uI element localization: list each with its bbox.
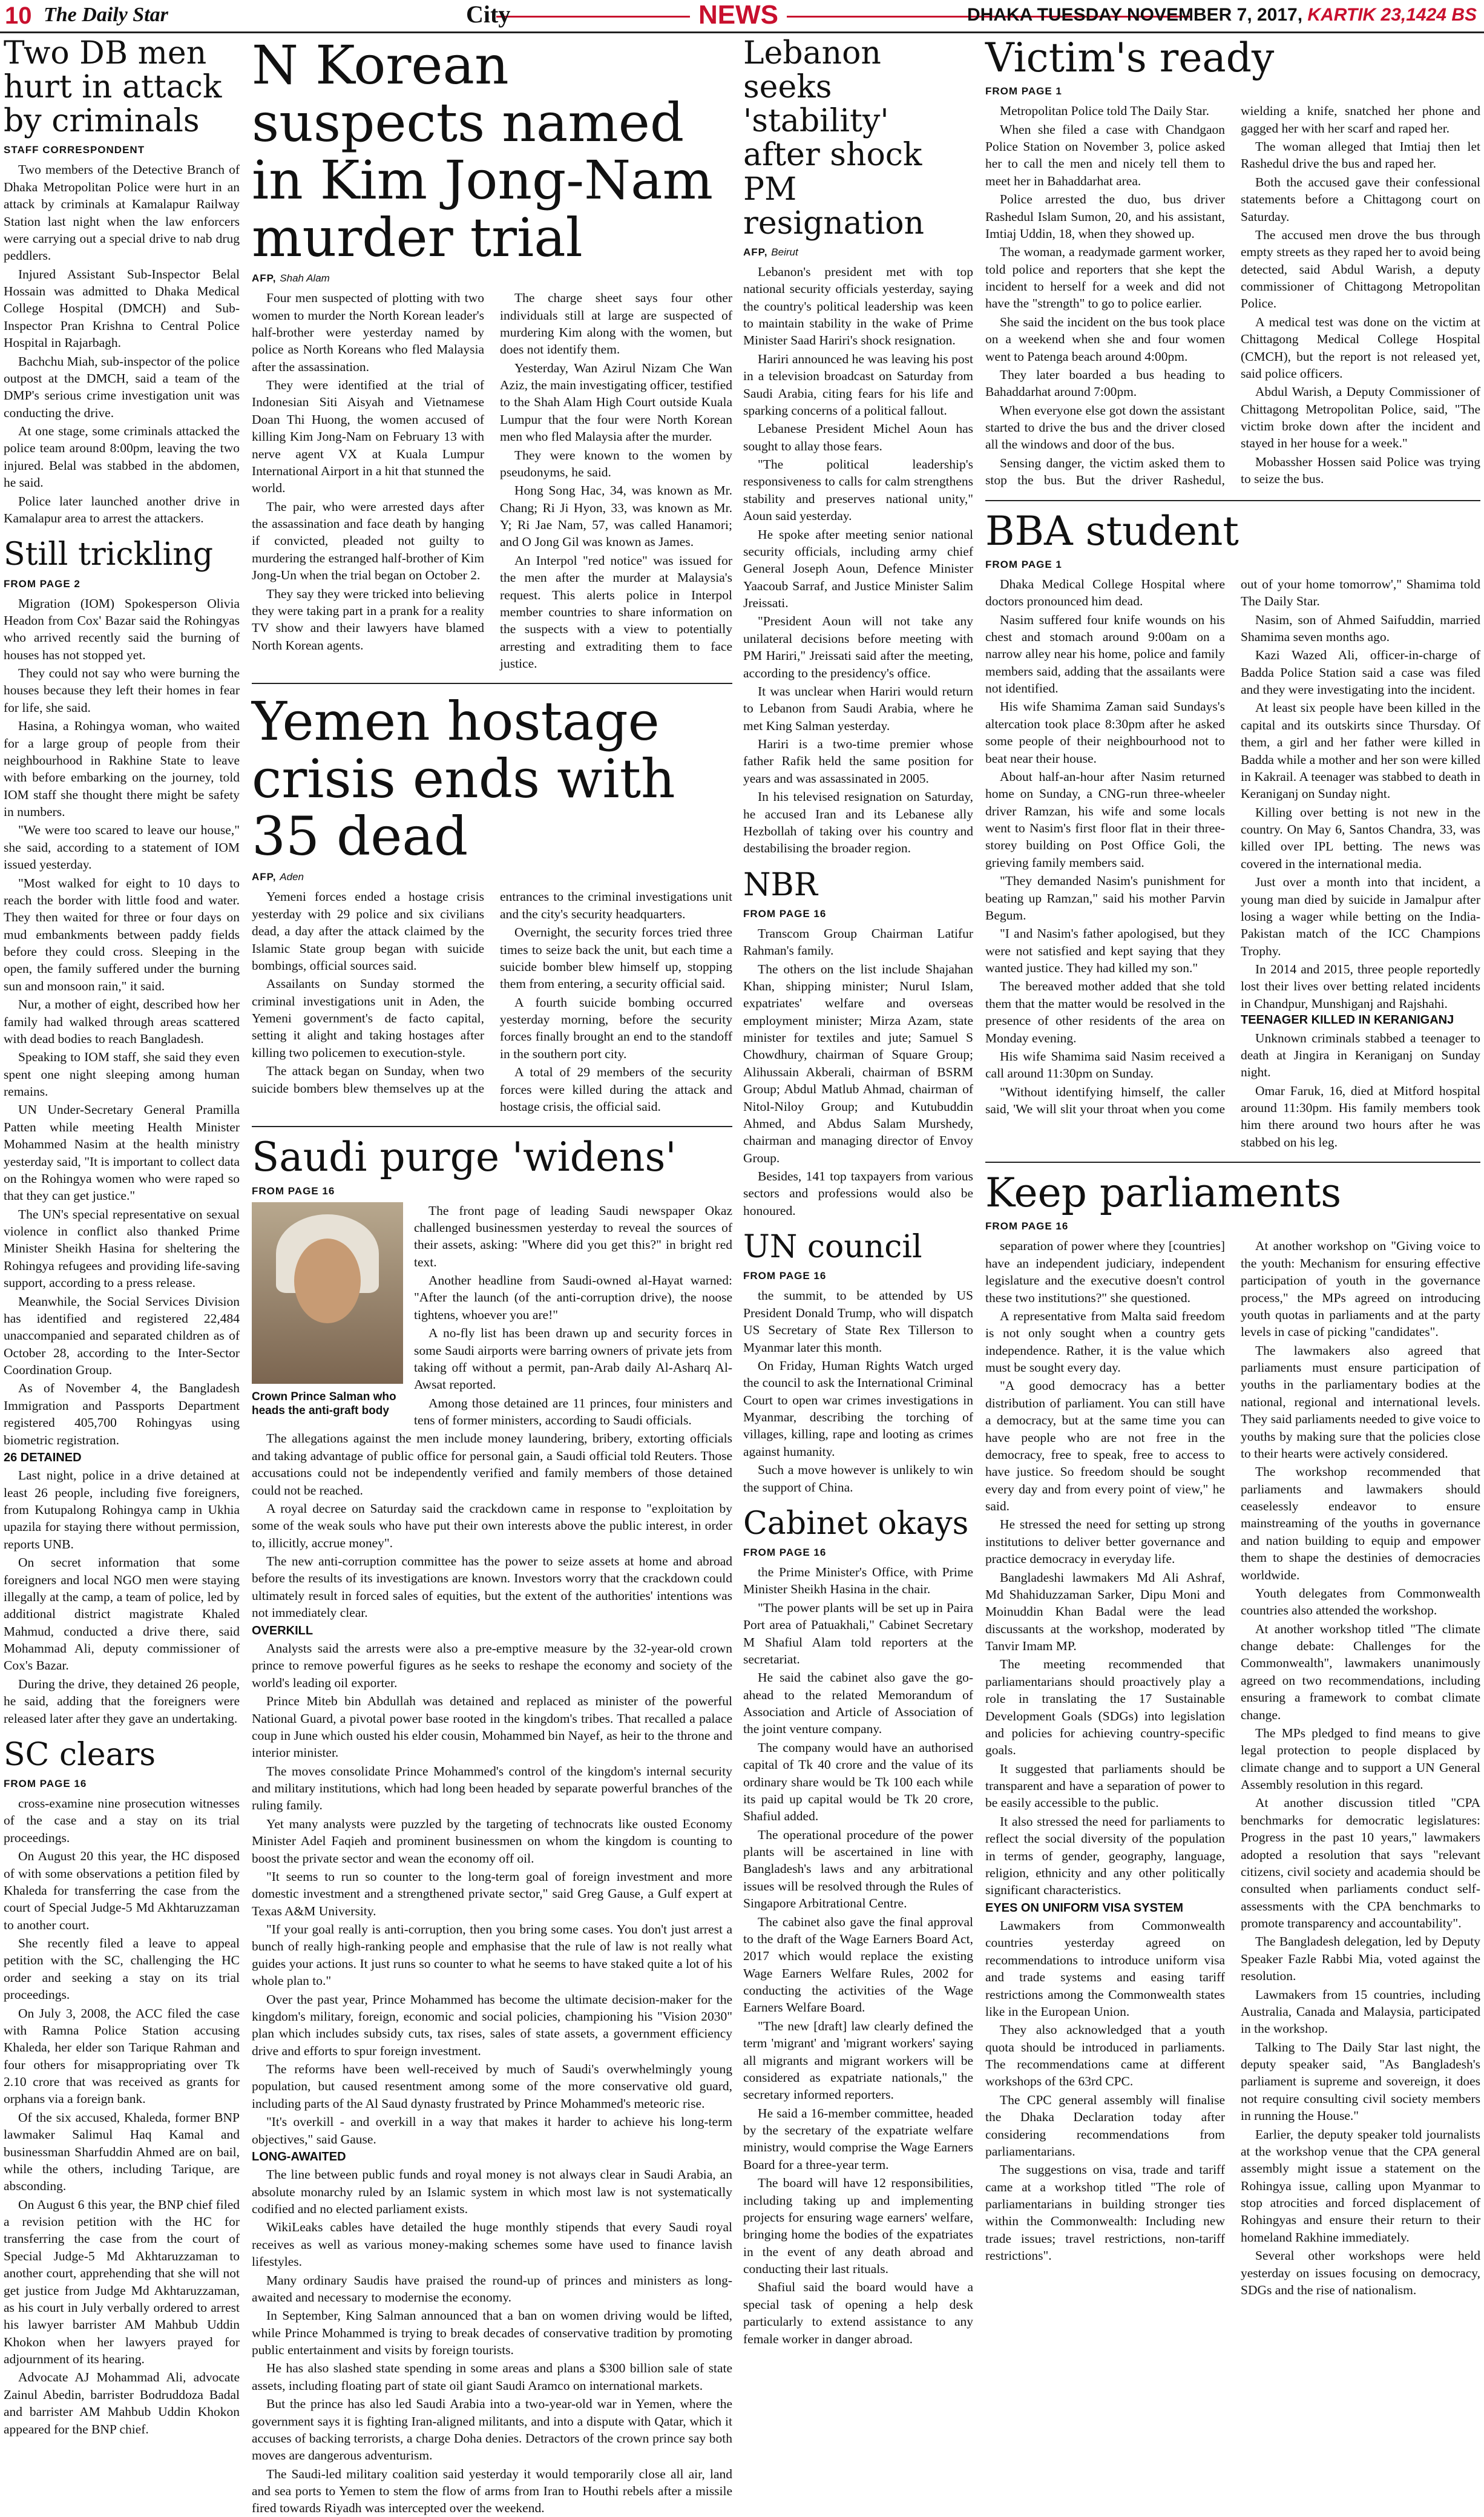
headline: Saudi purge 'widens' bbox=[252, 1134, 677, 1181]
paragraph: It suggested that parliaments should be transparent and have a separation of power to be easily accessible to the public. bbox=[985, 1761, 1225, 1811]
story-body-2 bbox=[4, 1467, 240, 1727]
paragraph: They also acknowledged that a youth quota should be introduced in parliaments. The recommendations came at different workshops of the 63rd CPC. bbox=[985, 2022, 1225, 2089]
byline: STAFF CORRESPONDENT bbox=[4, 144, 145, 156]
paragraph: Such a move however is unlikely to win the support of China. bbox=[743, 1462, 973, 1495]
headline: Lebanon seeks 'stability' after shock PM resignation bbox=[743, 35, 925, 242]
masthead bbox=[0, 0, 1484, 33]
paragraph: Yet many analysts were puzzled by the targeting of technocrats like ousted Economy Minister Adel Faqieh and prominent businessmen on whom the kingdom is counting to boost the private sector and wean the economy off oil. bbox=[252, 1816, 732, 1866]
column-2-3 bbox=[252, 34, 732, 2516]
paragraph: In his televised resignation on Saturday, he accused Iran and its Lebanese ally Hezbollah of taking over his country and destabilising the broader region. bbox=[743, 789, 973, 856]
paragraph: The board will have 12 responsibilities, including taking up and implementing projects for ensuring wage earners' welfare, bringing home the bodies of the expatriates in the event of any death abroad and conducting their last rituals. bbox=[743, 2176, 973, 2277]
paragraph: On August 6 this year, the BNP chief filed a revision petition with the HC for transferring the case from the court of Special Judge-5 Md Akhtaruzzaman to another court, apprehending that she will not get justice from Judge Md Akhtaruzzaman, as his court in July verbally ordered to arrest his lawyer barrister AM Mahbub Uddin Khokon when her lawyers prayed for adjournment of its hearing. bbox=[4, 2197, 240, 2367]
paragraph: Another headline from Saudi-owned al-Hayat warned: "After the launch (of the anti-corruption drive), the noose tightens, whoever you are!" bbox=[414, 1273, 732, 1322]
paragraph: Four men suspected of plotting with two women to murder the North Korean leader's half-brother were yesterday named by police as North Koreans who fled Malaysia after the assassination. bbox=[252, 291, 484, 374]
paragraph: On secret information that some foreigners and local NGO men were staying illegally at the camp, a team of police, led by additional district magistrate Khaled Mahmud, conducted a drive there, said Mohammad Ali, deputy commissioner of Cox's Bazar. bbox=[4, 1555, 240, 1673]
paragraph: "President Aoun will not take any unilateral decisions before meeting with PM Hariri," Jreissati said after the meeting, according to the presidency's office. bbox=[743, 614, 973, 680]
story-still-trickling bbox=[4, 538, 240, 1727]
divider bbox=[985, 500, 1480, 501]
paragraph: During the drive, they detained 26 people, he said, adding that the foreigners were released later after they gave an undertaking. bbox=[4, 1676, 240, 1726]
story-body bbox=[743, 925, 973, 1219]
headline: SC clears bbox=[4, 1736, 156, 1773]
paragraph: At another discussion titled "CPA benchmarks for democratic legislatures: Progress in the past 10 years," lawmakers adopted a resolution that says "relevant citizens, civil society and academia should be consulted when parliaments conduct self-assessments with the CPA benchmarks to promote transparency and accountability". bbox=[1241, 1795, 1480, 1931]
story-body-2 bbox=[252, 1640, 732, 2148]
paragraph: Mobassher Hossen said Police was trying to seize the bus. bbox=[1241, 454, 1480, 487]
paragraph: the summit, to be attended by US President Donald Trump, who will dispatch US Secretary of State Rex Tillerson to Myanmar later this month. bbox=[743, 1288, 973, 1355]
paragraph: The bereaved mother added that she told them that the matter would be resolved in the presence of other residents of the area on Monday evening. bbox=[985, 979, 1225, 1045]
story-body bbox=[743, 1564, 973, 2348]
paragraph: The front page of leading Saudi newspaper Okaz challenged businessmen yesterday to reveal the sources of their assets, asking: "Where did you get this?" in bright red text. bbox=[414, 1203, 732, 1269]
category-label: NEWS bbox=[690, 0, 787, 30]
headline: Still trickling bbox=[4, 536, 213, 573]
story-body bbox=[985, 1237, 1480, 2298]
paragraph: Over the past year, Prince Mohammed has become the ultimate decision-maker for the kingdom's military, foreign, economic and social policies, championing his "Vision 2030" plan which includes subsidy cuts, tax rises, sales of state assets, a government efficiency drive and efforts to spur foreign investment. bbox=[252, 1992, 732, 2058]
byline: AFP, Beirut bbox=[743, 246, 798, 258]
subhead: TEENAGER KILLED IN KERANIGANJ bbox=[1241, 1013, 1454, 1027]
paragraph: They were identified at the trial of Indonesian Siti Aisyah and Vietnamese Doan Thi Huong, the women accused of killing Kim Jong-Nam on February 13 with nerve agent VX at Kuala Lumpur International Airport in a hit that stunned the world. bbox=[252, 378, 484, 496]
paragraph: In September, King Salman announced that a ban on women driving would be lifted, while Prince Mohammed is trying to break decades of conservative tradition by promoting public entertainment and visits by foreign tourists. bbox=[252, 2308, 732, 2358]
paragraph: The UN's special representative on sexual violence in conflict also thanked Prime Minister Sheikh Hasina for sheltering the Rohingya refugees and providing life-saving support, according to a press release. bbox=[4, 1206, 240, 1291]
paragraph: "The new [draft] law clearly defined the term 'migrant' and 'migrant workers' saying all migrants and migrant workers will be considered as expatriate nationals," the secretary informed reporters. bbox=[743, 2018, 973, 2102]
paragraph: The meeting recommended that parliamentarians should proactively play a role in translating the 17 Sustainable Development Goals (SDGs) into legislation and policies for achieving country-specific goals. bbox=[985, 1657, 1225, 1758]
headline: Two DB men hurt in attack by criminals bbox=[4, 35, 222, 140]
paragraph: The allegations against the men include money laundering, bribery, extorting officials and taking advantage of public office for personal gain, a Saudi official told Reuters. Those accusations could not be independently verified and family members of those detained could not be reached. bbox=[252, 1431, 732, 1498]
paragraph: Shafiul said the board would have a special task of opening a help desk particularly to extend assistance to any female worker in danger abroad. bbox=[743, 2280, 973, 2346]
column-1 bbox=[4, 35, 240, 2436]
paragraph: Hong Song Hac, 34, was known as Mr. Chang; Ri Ji Hyon, 33, was known as Mr. Y; Ri Jae Nam, 57, was called Hanamori; and O Jong Gil was known as James. bbox=[500, 483, 732, 550]
byline: AFP, Aden bbox=[252, 871, 304, 883]
story-nbr bbox=[743, 868, 973, 1220]
paragraph: Lebanese President Michel Aoun has sought to allay those fears. bbox=[743, 421, 973, 453]
paragraph: Police later launched another drive in Kamalapur area to arrest the attackers. bbox=[4, 493, 240, 525]
paragraph: A fourth suicide bombing occurred yesterday morning, before the security forces finally brought an end to the standoff in the southern port city. bbox=[500, 995, 732, 1061]
paragraph: Injured Assistant Sub-Inspector Belal Hossain was admitted to Dhaka Medical College Hospital (DMCH) and Sub-Inspector Pran Krishna to Central Police Hospital in Rajarbagh. bbox=[4, 266, 240, 350]
paragraph: They could not say who were burning the houses because they left their homes in fear for life, she said. bbox=[4, 666, 240, 715]
subhead: EYES ON UNIFORM VISA SYSTEM bbox=[985, 1901, 1184, 1915]
paragraph: Among those detained are 11 princes, four ministers and tens of former ministers, according to Saudi officials. bbox=[414, 1395, 732, 1428]
paragraph: the Prime Minister's Office, with Prime Minister Sheikh Hasina in the chair. bbox=[743, 1565, 973, 1597]
paragraph: The cabinet also gave the final approval to the draft of the Wage Earners Board Act, 2017 which would replace the existing Wage Earners Welfare Rules, 2002 for conducting the activities of the Wage Earners Welfare Board. bbox=[743, 1914, 973, 2015]
subhead: OVERKILL bbox=[252, 1624, 314, 1637]
paragraph: She recently filed a leave to appeal petition with the SC, challenging the HC order and seeking a stay on its trial proceedings. bbox=[4, 1936, 240, 2002]
story-body bbox=[985, 102, 1480, 489]
paragraph: Police arrested the duo, bus driver Rashedul Islam Sumon, 20, and his assistant, Imtiaj Uddin, 18, when they showed up. bbox=[985, 192, 1225, 241]
paragraph: "The political leadership's responsiveness to calls for calm strengthens stability and preserves national unity," Aoun said yesterday. bbox=[743, 457, 973, 524]
paragraph: He said the cabinet also gave the go-ahead to the related Memorandum of Association and Article of Association of the joint venture company. bbox=[743, 1670, 973, 1737]
paragraph: Meanwhile, the Social Services Division has identified and registered 22,484 unaccompanied and separated children as of October 28, according to the Inter-Sector Coordination Group. bbox=[4, 1294, 240, 1377]
jump-line: FROM PAGE 16 bbox=[743, 907, 827, 920]
paragraph: Bangladeshi lawmakers Md Ali Ashraf, Md Shahiduzzaman Sarker, Dipu Moni and Moinuddin Khan Badal were the lead discussants at the workshop, moderated by Tanvir Imam MP. bbox=[985, 1570, 1225, 1654]
paragraph: But the prince has also led Saudi Arabia into a two-year-old war in Yemen, where the government says it is fighting Iran-aligned militants, and into a dispute with Qatar, which it accuses of backing terrorists, a charge Doha denies. Detractors of the crown prince say both moves are dangerous adventurism. bbox=[252, 2397, 732, 2463]
paragraph: The woman alleged that Imtiaj then let Rashedul drive the bus and raped her. bbox=[1241, 139, 1480, 171]
paragraph: UN Under-Secretary General Pramilla Patten while meeting Health Minister Mohammed Nasim at the health ministry yesterday said, "It is important to collect data on the Rohingya women who were raped so that they can get justice." bbox=[4, 1102, 240, 1203]
paragraph: On July 3, 2008, the ACC filed the case with Ramna Police Station accusing Khaleda, her elder son Tarique Rahman and four others for misappropriating over Tk 2.10 crore that was received as grants for orphans via a foreign bank. bbox=[4, 2005, 240, 2107]
paragraph: Metropolitan Police told The Daily Star. bbox=[1000, 104, 1209, 119]
paragraph: Speaking to IOM staff, she said they even spent one night sleeping among human remains. bbox=[4, 1050, 240, 1099]
paragraph: At one stage, some criminals attacked the police team around 8:00pm, leaving the two injured. Belal was stabbed in the abdomen, he said. bbox=[4, 424, 240, 490]
paragraph: Assailants on Sunday stormed the criminal investigations unit in Aden, the Yemeni government's de facto capital, setting it alight and taking hostages after killing two policemen to execution-style. bbox=[252, 976, 484, 1060]
paragraph: Yesterday, Wan Azirul Nizam Che Wan Aziz, the main investigating officer, testified to the Shah Alam High Court outside Kuala Lumpur that the four were North Korean men who fled Malaysia after the murder. bbox=[500, 360, 732, 444]
column-4 bbox=[743, 36, 973, 2361]
story-yemen bbox=[252, 690, 732, 1115]
paragraph: At another workshop on "Giving voice to the youth: Mechanism for ensuring effective participation of youth in the governance process," the MPs agreed on introducing youth quotas in parliaments and at the party levels in case of picking "candidates". bbox=[1241, 1239, 1480, 1340]
story-saudi bbox=[252, 1136, 732, 2516]
jump-line: FROM PAGE 16 bbox=[252, 1185, 335, 1197]
paragraph: They say they were tricked into believing they were taking part in a prank for a reality TV show and their lawyers have blamed North Korean agents. bbox=[252, 586, 484, 653]
paragraph: A no-fly list has been drawn up and security forces in some Saudi airports were barring owners of private jets from taking off without a permit, pan-Arab daily Al-Asharq Al-Awsat reported. bbox=[414, 1326, 732, 1392]
paragraph: When everyone else got down the assistant started to drive the bus and the driver closed all the windows and door of the bus. bbox=[985, 403, 1225, 452]
paragraph: Migration (IOM) Spokesperson Olivia Headon from Cox' Bazar said the Rohingyas who arrived recently said the burning of houses has not stopped yet. bbox=[4, 596, 240, 662]
paragraph: Youth delegates from Commonwealth countries also attended the workshop. bbox=[1241, 1585, 1480, 1618]
headline: N Korean suspects named in Kim Jong-Nam murder trial bbox=[252, 34, 714, 269]
paragraph: Abdul Warish, a Deputy Commissioner of Chittagong Metropolitan Police, said, "The victim broke down after the incident and stayed in her house for a week." bbox=[1241, 384, 1480, 451]
paragraph: They later boarded a bus heading to Bahaddarhat around 7:00pm. bbox=[985, 367, 1225, 400]
paragraph: Transcom Group Chairman Latifur Rahman's family. bbox=[743, 926, 973, 958]
paragraph: The Bangladesh delegation, led by Deputy Speaker Fazle Rabbi Mia, voted against the resolution. bbox=[1241, 1934, 1480, 1984]
section-label: City bbox=[466, 1, 511, 28]
paragraph: A royal decree on Saturday said the crackdown came in response to "exploitation by some of the weak souls who have put their own interests above the public interest, in order to, illicitly, accrue money". bbox=[252, 1501, 732, 1550]
paragraph: The accused men drove the bus through empty streets as they raped her to avoid being detected, said Abdul Warish, a deputy commissioner of Chittagong Metropolitan Police. bbox=[1241, 227, 1480, 311]
paragraph: As of November 4, the Bangladesh Immigration and Passports Department registered 405,700 Rohingyas using biometric registration. bbox=[4, 1381, 240, 1447]
story-body bbox=[4, 161, 240, 527]
paragraph: At least six people have been killed in the capital and its outskirts since Thursday. Of them, a girl and her father were killed in Badda while a mother and her son were killed in Kakrail. A teenager was stabbed to death in Keraniganj on Sunday night. bbox=[1241, 700, 1480, 801]
paragraph: It was unclear when Hariri would return to Lebanon from Saudi Arabia, where he met King Salman yesterday. bbox=[743, 683, 973, 733]
paragraph: "It seems to run so counter to the long-term goal of foreign investment and more domestic investment and a strengthened private sector," said Greg Gause, a Gulf expert at Texas A&M University. bbox=[252, 1869, 732, 1918]
paragraph: "It's overkill - and overkill in a way that makes it harder to achieve his long-term objectives," said Gause. bbox=[252, 2114, 732, 2147]
paragraph: Hariri announced he was leaving his post in a television broadcast on Saturday from Saudi Arabia, citing fears for his life and sparking concerns of a political fallout. bbox=[743, 351, 973, 418]
dateline: DHAKA TUESDAY NOVEMBER 7, 2017, KARTIK 23,1424 BS bbox=[967, 5, 1477, 25]
paragraph: Earlier, the deputy speaker told journalists at the workshop venue that the CPA general assembly might issue a statement on the Rohingya issue, calling upon Myanmar to stop atrocities and forced displacement of Rohingyas and ensure their return to their homeland Rakhine immediately. bbox=[1241, 2127, 1480, 2245]
paragraph: "The power plants will be set up in Paira Port area of Patuakhali," Cabinet Secretary M Shafiul Alam told reporters at the secretariat. bbox=[743, 1600, 973, 1666]
jump-line: FROM PAGE 1 bbox=[985, 85, 1062, 97]
paragraph: Unknown criminals stabbed a teenager to death at Jingira in Keraniganj on Sunday night. bbox=[1241, 1030, 1480, 1080]
paragraph: Several other workshops were held yesterday on issues focusing on democracy, SDGs and the rise of nationalism. bbox=[1241, 2248, 1480, 2297]
paragraph: Just over a month into that incident, a young man died by suicide in Jamalpur after losing a wager while betting on the India-Pakistan match of the ICC Champions Trophy. bbox=[1241, 875, 1480, 958]
paragraph: Killing over betting is not new in the country. On May 6, Santos Chandra, 33, was killed over IPL betting. The news was covered in the international media. bbox=[1241, 804, 1480, 871]
paragraph: The line between public funds and royal money is not always clear in Saudi Arabia, an absolute monarchy ruled by an Islamic system in which most law is not systematically codified and no elected parliament exists. bbox=[252, 2167, 732, 2217]
paragraph: Advocate AJ Mohammad Ali, advocate Zainul Abedin, barrister Bodruddoza Badal and barrister AM Mahbub Uddin Khokon appeared for the BNP chief. bbox=[4, 2370, 240, 2436]
paragraph: An Interpol "red notice" was issued for the men after the murder at Malaysia's request. This alerts police in Interpol member countries to share information on the suspects with a view to potentially arresting and extraditing them to face justice. bbox=[500, 553, 732, 671]
story-body bbox=[252, 289, 732, 672]
paragraph: Bachchu Miah, sub-inspector of the police outpost at the DMCH, said a team of the DMP's serious crime investigation unit was conducting the drive. bbox=[4, 354, 240, 420]
paragraph: The suggestions on visa, trade and tariff came at a workshop titled "The role of parliamentarians in building stronger ties within the Commonwealth: Including new trade issues; travel restrictions, non-tariff restrictions". bbox=[985, 2162, 1225, 2263]
paragraph: At another workshop titled "The climate change debate: Challenges for the Commonwealth", lawmakers unanimously agreed on two recommendations, including ensuring a framework to combat climate change. bbox=[1241, 1621, 1480, 1722]
newspaper-logo: The Daily Star bbox=[44, 4, 168, 26]
headline: Keep parliaments bbox=[985, 1170, 1342, 1217]
paragraph: "If your goal really is anti-corruption, then you bring some cases. You don't just arrest a bunch of really high-ranking people and emphasise that the rule of law is not really what guides your actions. It just runs so counter to what he seems to have staked quite a lot of his whole plan to." bbox=[252, 1922, 732, 1989]
paragraph: He stressed the need for setting up strong institutions to deliver better governance and practice democracy in everyday life. bbox=[985, 1517, 1225, 1567]
page-number: 10 bbox=[5, 2, 32, 29]
paragraph: Of the six accused, Khaleda, former BNP lawmaker Salimul Haq Kamal and businessman Sharfuddin Ahmed are on bail, while the others, including Tarique, are absconding. bbox=[4, 2110, 240, 2194]
jump-line: FROM PAGE 2 bbox=[4, 577, 80, 590]
paragraph: He spoke after meeting senior national security officials, including army chief General Joseph Aoun, Defence Minister Yaacoub Sarraf, and Justice Minister Salim Jreissati. bbox=[743, 527, 973, 611]
headline: UN council bbox=[743, 1229, 922, 1266]
paragraph: His wife Shamima Zaman said Sundays's altercation took place 8:30pm after he asked some people of their neighbourhood not to beat near their house. bbox=[985, 699, 1225, 766]
paragraph: Two members of the Detective Branch of Dhaka Metropolitan Police were hurt in an attack by criminals at Kamalapur Railway Station last night when the law enforcers were carrying out a special drive to nab drug peddlers. bbox=[4, 162, 240, 263]
paragraph: He has also slashed state spending in some areas and plans a $300 billion sale of state assets, including floating part of state oil giant Saudi Aramco on international markets. bbox=[252, 2361, 732, 2393]
headline: NBR bbox=[743, 866, 818, 903]
paragraph: The others on the list include Shajahan Khan, shipping minister; Nurul Islam, expatriates' welfare and overseas employment minister; Mirza Azam, state minister for textiles and jute; Samuel S Chowdhury, chairman of Square Group; Alihussain Akberali, chairman of BSRM Group; Abdul Matlub Ahmad, chairman of Nitol-Niloy Group; and Kutubuddin Ahmed, and Abdus Salam Murshedy, chairman and managing director of Envoy Group. bbox=[743, 961, 973, 1165]
paragraph: A medical test was done on the victim at Chittagong Medical College Hospital (CMCH), but the report is not released yet, said police officers. bbox=[1241, 314, 1480, 381]
paragraph: The attack began on Sunday, when two suicide bombers blew themselves up at the entrances to the criminal investigations unit and the city's security headquarters. bbox=[252, 889, 732, 1096]
paragraph: Lebanon's president met with top national security officials yesterday, saying the country's political leadership was keen to maintain stability in the wake of Prime Minister Saad Hariri's shock resignation. bbox=[743, 264, 973, 348]
story-victim bbox=[985, 36, 1480, 489]
story-body bbox=[985, 576, 1480, 1151]
paragraph: The moves consolidate Prince Mohammed's control of the kingdom's internal security and military institutions, which had long been headed by separate powerful branches of the ruling family. bbox=[252, 1763, 732, 1813]
story-bba bbox=[985, 507, 1480, 1151]
column-5-6 bbox=[985, 36, 1480, 2361]
paragraph: Sensing danger, the victim asked them to stop the bus. But the driver Rashedul, wielding a knife, snatched her phone and gagged her with her scarf and raped her. bbox=[985, 104, 1480, 488]
jump-line: FROM PAGE 1 bbox=[985, 558, 1062, 570]
photo-caption: Crown Prince Salman who heads the anti-graft body bbox=[252, 1390, 396, 1418]
paragraph: cross-examine nine prosecution witnesses of the case and a stay on its trial proceedings. bbox=[4, 1796, 240, 1845]
paragraph: WikiLeaks cables have detailed the huge monthly stipends that every Saudi royal receives as well as various money-making schemes some have used to finance lavish lifestyles. bbox=[252, 2220, 732, 2269]
story-db-men bbox=[4, 36, 240, 527]
paragraph: A representative from Malta said freedom is not only sought when a country gets independence. Rather, it is the value which must be sought every day. bbox=[985, 1308, 1225, 1375]
paragraph: He said a 16-member committee, headed by the secretary of the expatriate welfare ministry, would comprise the Wage Earners Board for a three-year term. bbox=[743, 2105, 973, 2172]
paragraph: The operational procedure of the power plants will be ascertained in line with Bangladesh's laws and any arbitrational issues will be resolved through the Rules of Singapore Arbitrational Centre. bbox=[743, 1827, 973, 1911]
paragraph: The woman, a readymade garment worker, told police and reporters that she kept the incident to herself for a week and did not have the "strength" to go to police earlier. bbox=[985, 245, 1225, 311]
paragraph: Dhaka Medical College Hospital where doctors pronounced him dead. bbox=[985, 576, 1225, 609]
paragraph: On Friday, Human Rights Watch urged the council to ask the International Criminal Court to open war crimes investigations in Myanmar, describing the torching of villages, killing, rape and looting as crimes against humanity. bbox=[743, 1358, 973, 1459]
paragraph: "We were too scared to leave our house," she said, according to a statement of IOM issued yesterday. bbox=[4, 823, 240, 872]
story-body bbox=[4, 595, 240, 1449]
paragraph: Prince Miteb bin Abdullah was detained and replaced as minister of the powerful National Guard, a pivotal power base rooted in the kingdom's tribes. That recalled a palace coup in June which ousted his elder cousin, Mohammed bin Nayef, as heir to the throne and interior minister. bbox=[252, 1694, 732, 1760]
paragraph: The reforms have been well-received by much of Saudi's overwhelmingly young population, but caused resentment among some of the more conservative old guard, including parts of the Al Saud dynasty frustrated by Prince Mohammed's meteoric rise. bbox=[252, 2062, 732, 2111]
paragraph: Omar Faruk, 16, died at Mitford hospital around 11:30pm. His family members took him there around two hours after he was stabbed on his leg. bbox=[1241, 1083, 1480, 1150]
headline: BBA student bbox=[985, 507, 1239, 554]
paragraph: Nasim, son of Ahmed Saifuddin, married Shamima seven months ago. bbox=[1241, 612, 1480, 644]
paragraph: It also stressed the need for parliaments to reflect the social diversity of the population in terms of gender, geography, language, religion, ethnicity and any other politically significant characteristics. bbox=[985, 1814, 1225, 1898]
paragraph: Yemeni forces ended a hostage crisis yesterday with 29 police and six civilians dead, a day after the attack claimed by the Islamic State group began with suicide bombings, official sources said. bbox=[252, 889, 484, 973]
paragraph: The new anti-corruption committee has the power to seize assets at home and abroad before the results of its investigations are known. Investors worry that the crackdown could ultimately result in forced sales of equities, but the extent of the authorities' intentions was not immediately clear. bbox=[252, 1554, 732, 1620]
paragraph: She said the incident on the bus took place on a weekend when she and four women went to Patenga beach around 4:00pm. bbox=[985, 314, 1225, 364]
story-body bbox=[743, 1287, 973, 1496]
headline: Yemen hostage crisis ends with 35 dead bbox=[252, 690, 675, 868]
paragraph: "I and Nasim's father apologised, but they were not satisfied and kept saying that they wanted justice. They had killed my son." bbox=[985, 926, 1225, 976]
paragraph: "A good democracy has a better distribution of parliament. You can still have a democracy, but at the same time you can have people who are not free in the democracy, free to speak, free to access to have justice. So freedom should be sought every day and from every point of view," he said. bbox=[985, 1378, 1225, 1514]
story-body bbox=[743, 263, 973, 857]
paragraph: "They demanded Nasim's punishment for beating up Ramzan," said his mother Parvin Begum. bbox=[985, 874, 1225, 923]
paragraph: Overnight, the security forces tried three times to seize back the unit, but each time a suicide bomber blew himself up, stopping them from entering, a security official said. bbox=[500, 925, 732, 992]
story-sc-clears bbox=[4, 1738, 240, 2438]
paragraph: Besides, 141 top taxpayers from various sectors and professions would also be honoured. bbox=[743, 1169, 973, 1218]
story-body-3 bbox=[252, 2166, 732, 2517]
headline: Cabinet okays bbox=[743, 1505, 969, 1542]
paragraph: The charge sheet says four other individuals still at large are suspected of murdering Kim along with the women, but does not identify them. bbox=[500, 291, 732, 357]
paragraph: "Most walked for eight to 10 days to reach the border with little food and water. They then waited for three or four days on mud embankments between paddy fields before they could cross. Sleeping in the open, the family suffered under the burning sun and monsoon rain," it said. bbox=[4, 875, 240, 993]
divider bbox=[252, 683, 732, 684]
paragraph: Many ordinary Saudis have praised the round-up of princes and ministers as long-awaited and necessary to modernise the economy. bbox=[252, 2272, 732, 2305]
jump-line: FROM PAGE 16 bbox=[743, 1547, 827, 1559]
paragraph: On August 20 this year, the HC disposed of with some observations a petition filed by Khaleda for transferring the case from the court of Special Judge-5 Md Akhtaruzzaman to another court. bbox=[4, 1849, 240, 1932]
story-lebanon bbox=[743, 36, 973, 857]
paragraph: "Without identifying himself, the caller said, 'We will slit your throat when you come out of your home tomorrow'," Shamima told The Daily Star. bbox=[985, 576, 1480, 1117]
story-parliaments bbox=[985, 1171, 1480, 2298]
paragraph: Lawmakers from 15 countries, including Australia, Canada and Malaysia, participated in the workshop. bbox=[1241, 1987, 1480, 2036]
headline: Victim's ready bbox=[985, 35, 1275, 81]
paragraph: Nur, a mother of eight, described how her family had walked through areas scattered with dead bodies to reach Bangladesh. bbox=[4, 997, 240, 1046]
paragraph: Hariri is a two-time premier whose father Rafik held the same position for years and was assassinated in 2005. bbox=[743, 737, 973, 786]
paragraph: When she filed a case with Chandgaon Police Station on November 3, police asked her to call the men and nicely tell them to meet her in Bahaddarhat area. bbox=[985, 122, 1225, 188]
story-nkorea bbox=[252, 36, 732, 672]
paragraph: The MPs pledged to find means to give legal protection to people displaced by climate change and to support a UN General Assembly resolution in this regard. bbox=[1241, 1725, 1480, 1792]
divider bbox=[985, 1162, 1480, 1163]
byline: AFP, Shah Alam bbox=[252, 272, 330, 285]
subhead: LONG-AWAITED bbox=[252, 2150, 346, 2163]
paragraph: The pair, who were arrested days after the assassination and face death by hanging if convicted, pleaded not guilty to murdering the estranged half-brother of Kim Jong-Un when the trial began on October 2. bbox=[252, 499, 484, 583]
paragraph: The Saudi-led military coalition said yesterday it would temporarily close all air, land and sea ports to Yemen to stem the flow of arms from Iran to Houthi rebels after a missile fired towards Riyadh was intercepted over the weekend. bbox=[252, 2466, 732, 2516]
paragraph: The CPC general assembly will finalise the Dhaka Declaration today after considering recommendations from parliamentarians. bbox=[985, 2092, 1225, 2159]
paragraph: Lawmakers from Commonwealth countries yesterday agreed on recommendations to introduce uniform visa and trade systems and easing tariff restrictions among the Commonwealth states like in the European Union. bbox=[985, 1918, 1225, 2019]
paragraph: Nasim suffered four knife wounds on his chest and stomach around 9:00am on a narrow alley near his home, police and family members said, adding that the assailants were not identified. bbox=[985, 612, 1225, 696]
subhead: 26 DETAINED bbox=[4, 1450, 82, 1464]
paragraph: Last night, police in a drive detained at least 26 people, including five foreigners, from Kutupalong Rohingya camp in Ukhia upazila for staying there without permission, reports UNB. bbox=[4, 1468, 240, 1551]
paragraph: Hasina, a Rohingya woman, who waited for a large group of people from their neighbourhood in Rakhine State to leave with before embarking on the journey, told IOM staff she thought there might be safety in numbers. bbox=[4, 719, 240, 819]
crown-prince-photo bbox=[252, 1202, 403, 1384]
paragraph: Kazi Wazed Ali, officer-in-charge of Badda Police Station said a case was filed and they were investigating into the incident. bbox=[1241, 648, 1480, 697]
paragraph: In 2014 and 2015, three people reportedly lost their lives over betting related incidents in Chandpur, Munshiganj and Rajshahi. bbox=[1241, 962, 1480, 1011]
paragraph: The company would have an authorised capital of Tk 40 crore and the value of its ordinary share would be Tk 100 each while its paid up capital would be Tk 20 crore, Shafiul added. bbox=[743, 1740, 973, 1824]
jump-line: FROM PAGE 16 bbox=[985, 1220, 1069, 1232]
paragraph: Both the accused gave their confessional statements before a Chittagong court on Saturday. bbox=[1241, 174, 1480, 224]
jump-line: FROM PAGE 16 bbox=[743, 1270, 827, 1282]
story-un-council bbox=[743, 1230, 973, 1496]
paragraph: The workshop recommended that parliaments and lawmakers should ceaselessly endeavor to ensure mainstreaming of the youths in governance and nation building to equip and empower them to shape the destinies of democracies worldwide. bbox=[1241, 1464, 1480, 1582]
paragraph: separation of power where they [countries] have an independent judiciary, independent legislature and the executive doesn't control these two institutions?" she questioned. bbox=[985, 1239, 1225, 1305]
paragraph: A total of 29 members of the security forces were killed during the attack and hostage crisis, the official said. bbox=[500, 1065, 732, 1114]
paragraph: About half-an-hour after Nasim returned home on Sunday, a CNG-run three-wheeler driver Ramzan, his wife and some locals went to Nasim's first floor flat in their three-storey building on Post Office Goli, the grieving family members said. bbox=[985, 769, 1225, 870]
story-body bbox=[4, 1795, 240, 2438]
story-body bbox=[252, 888, 732, 1115]
paragraph: The lawmakers also agreed that parliaments must ensure participation of youths in the parliamentary bodies at the national, regional and international levels. They said parliaments needed to give voice to youths by making sure that the policies close to their hearts were actively considered. bbox=[1241, 1343, 1480, 1461]
paragraph: His wife Shamima said Nasim received a call around 11:30pm on Sunday. bbox=[985, 1048, 1225, 1081]
paragraph: Analysts said the arrests were also a pre-emptive measure by the 32-year-old crown prince to remove powerful figures as he seeks to reshape the economy and society of the world's leading oil exporter. bbox=[252, 1641, 732, 1690]
jump-line: FROM PAGE 16 bbox=[4, 1778, 87, 1790]
paragraph: They were known to the women by pseudonyms, he said. bbox=[500, 447, 732, 479]
paragraph: Talking to The Daily Star last night, the deputy speaker said, "As Bangladesh's parliament is supreme and sovereign, it does not require consulting civil society members in running the House." bbox=[1241, 2039, 1480, 2124]
story-cabinet bbox=[743, 1507, 973, 2348]
divider bbox=[252, 1126, 732, 1127]
